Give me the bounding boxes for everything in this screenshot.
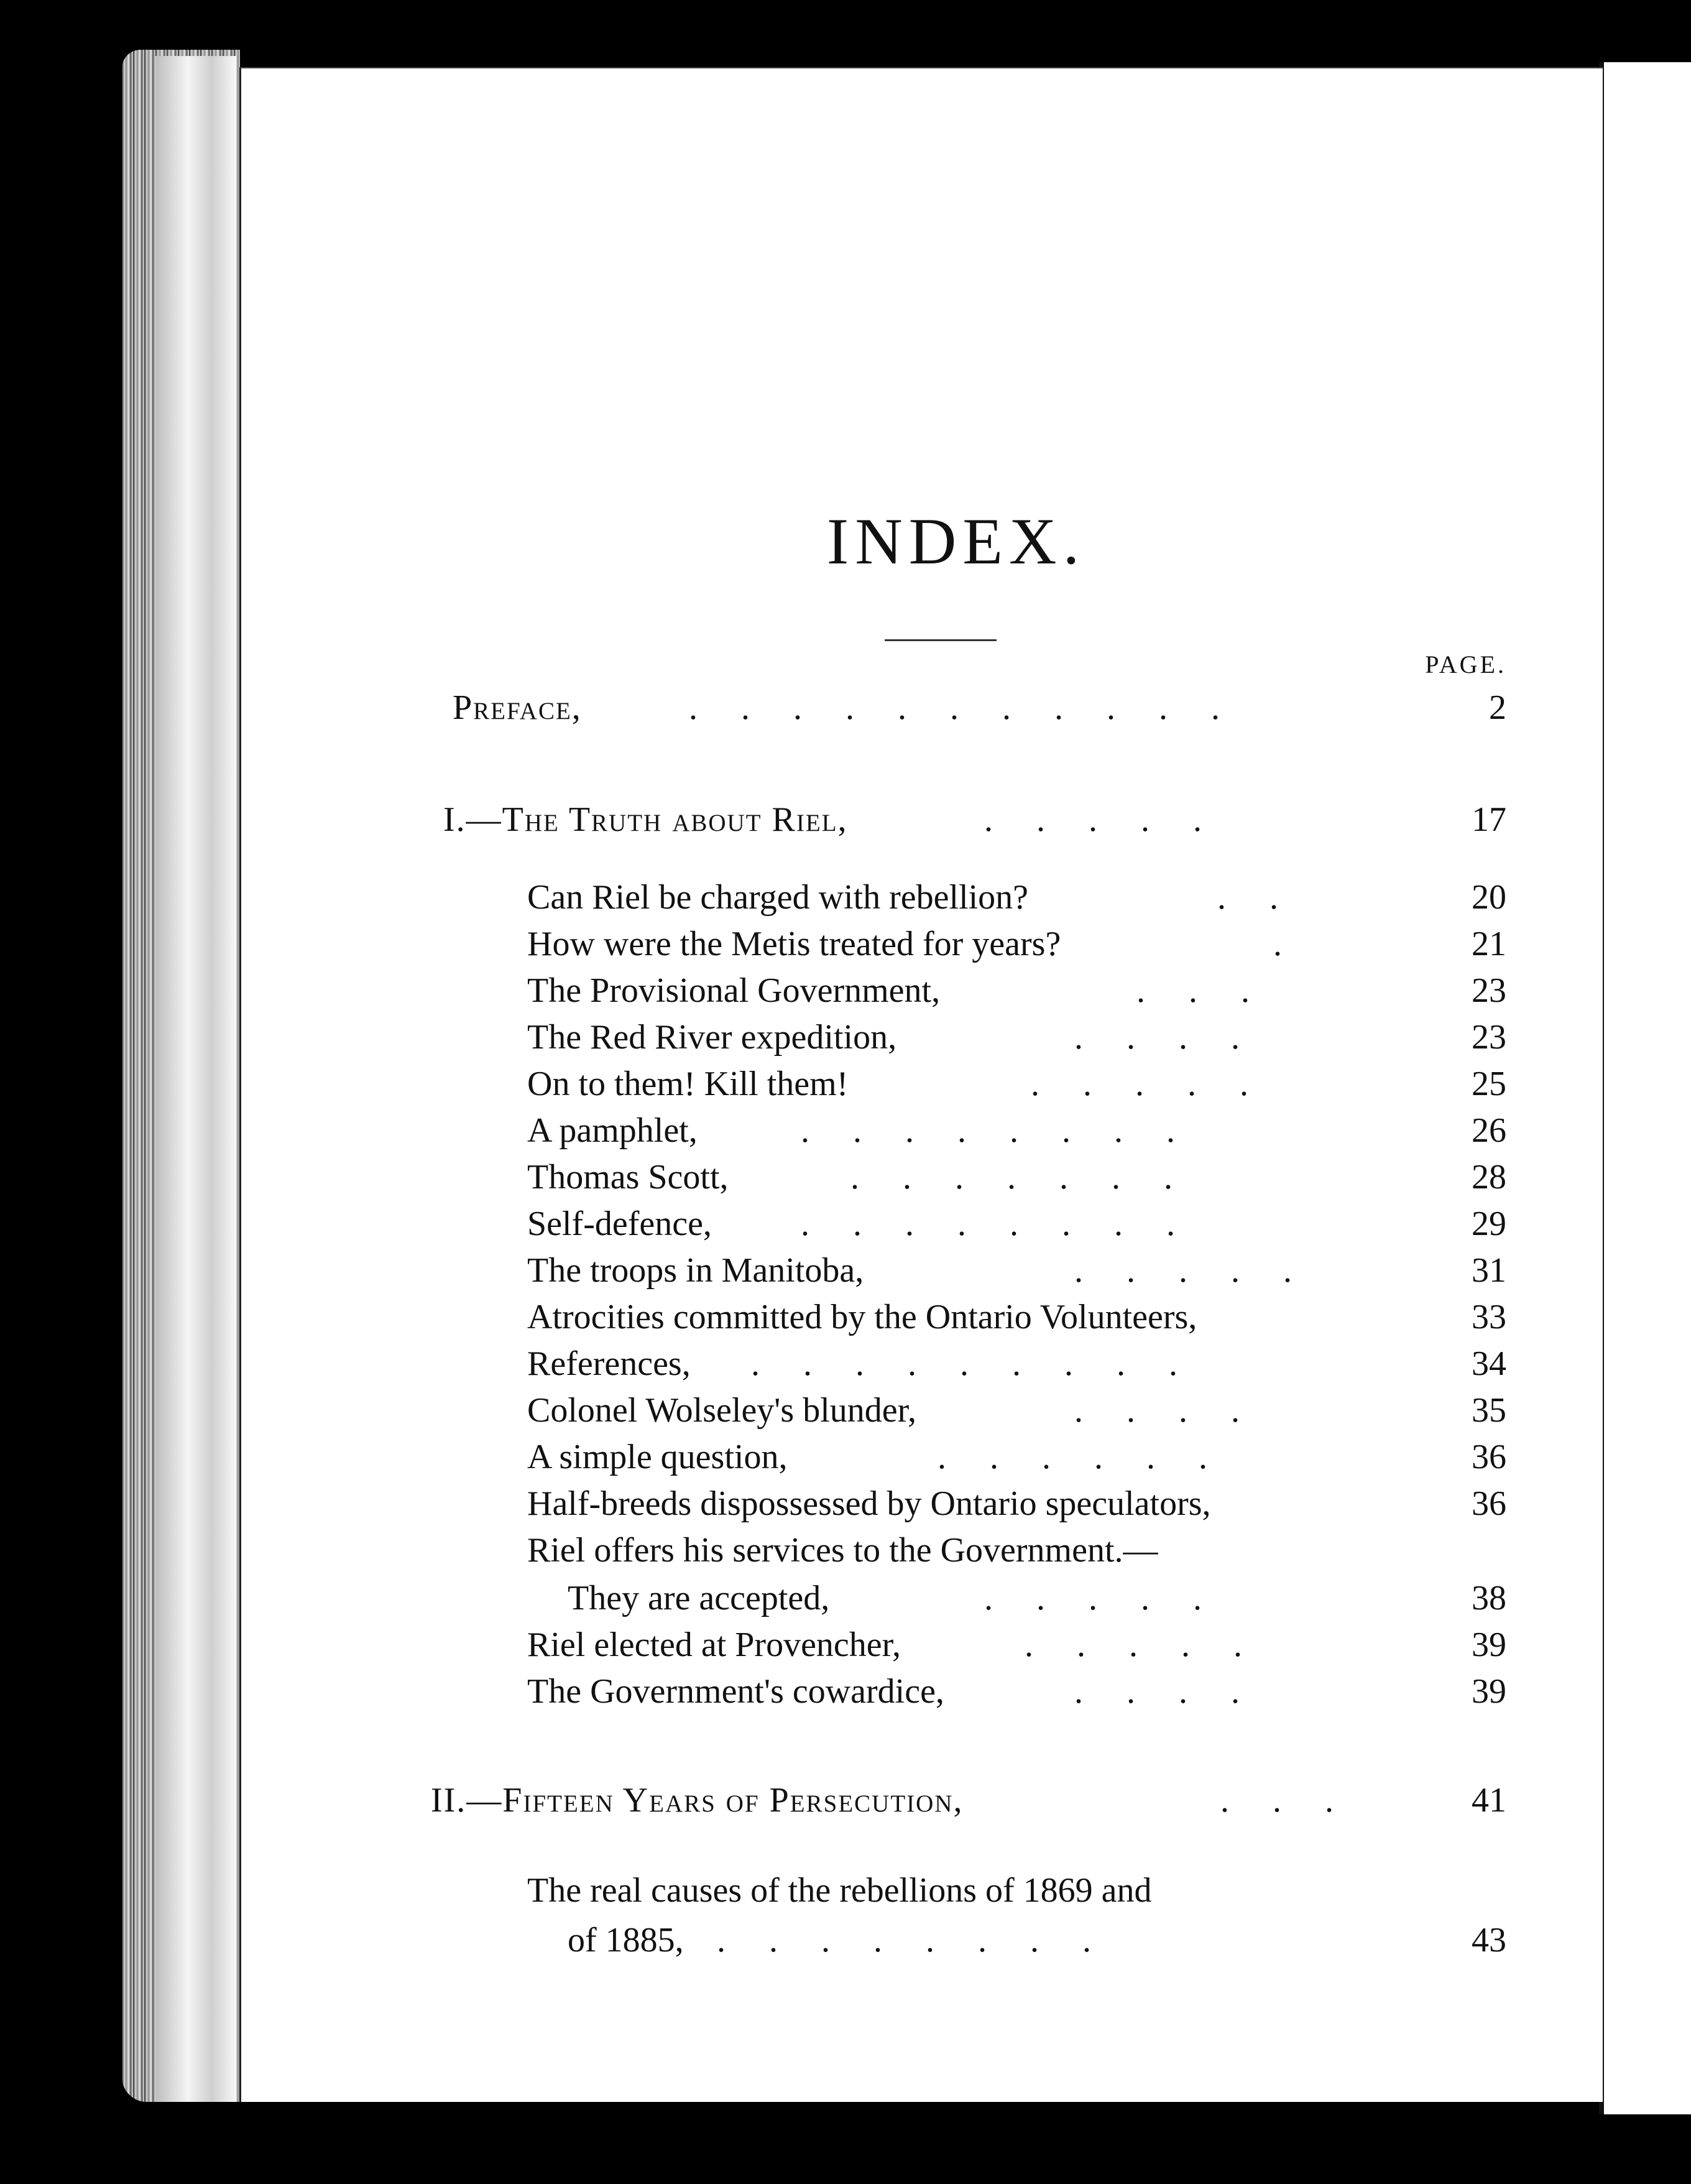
index-entry: Can Riel be charged with rebellion? . . (527, 878, 1278, 917)
entry-page: 21 (1472, 925, 1506, 963)
index-entry: The Red River expedition, . . . . (527, 1018, 1240, 1057)
preface-label: Preface, (453, 688, 582, 727)
page-edges-inner (155, 56, 236, 2102)
index-entry: A pamphlet, . . . . . . . . (527, 1111, 1175, 1150)
section-2-page: 41 (1472, 1781, 1506, 1820)
index-entry: Self-defence, . . . . . . . . (527, 1205, 1175, 1243)
facing-page (1599, 62, 1691, 2114)
entry-page: 39 (1472, 1672, 1506, 1711)
entry-page: 38 (1472, 1579, 1506, 1617)
preface-entry (453, 688, 1220, 727)
entry-page: 39 (1472, 1626, 1506, 1664)
entry-page: 29 (1472, 1205, 1506, 1243)
index-entry: They are accepted, . . . . . (568, 1579, 1202, 1617)
preface-page: 2 (1489, 688, 1506, 727)
section-1-heading (443, 800, 1202, 839)
page-column-heading: PAGE. (1425, 650, 1506, 678)
entry-page: 35 (1472, 1391, 1506, 1430)
index-entry: Atrocities committed by the Ontario Volunteers, (527, 1298, 1197, 1336)
entry-page: 23 (1472, 1018, 1506, 1057)
index-entry: Half-breeds dispossessed by Ontario speculators, (527, 1484, 1211, 1523)
section-2-label: II.—Fifteen Years of Persecution, (431, 1781, 964, 1820)
index-entry: The Provisional Government, . . . (527, 971, 1250, 1010)
entry-page: 31 (1472, 1251, 1506, 1290)
index-entry: Colonel Wolseley's blunder, . . . . (527, 1391, 1240, 1430)
index-entry: Thomas Scott, . . . . . . . (527, 1158, 1173, 1196)
entry-page: 23 (1472, 971, 1506, 1010)
dot-leader: . . . . . . . . . . . (689, 688, 1220, 727)
entry-page: 28 (1472, 1158, 1506, 1196)
page-title: INDEX. (826, 505, 1086, 578)
index-entry: of 1885, . . . . . . . . (568, 1921, 1091, 1960)
entry-page: 25 (1472, 1065, 1506, 1103)
index-entry: The Government's cowardice, . . . . (527, 1672, 1240, 1711)
entry-page: 20 (1472, 878, 1506, 917)
entry-page: 33 (1472, 1298, 1506, 1336)
index-entry: A simple question, . . . . . . (527, 1438, 1207, 1476)
index-entry: The real causes of the rebellions of 1869 and (527, 1871, 1152, 1910)
title-rule (885, 639, 997, 641)
entry-page: 36 (1472, 1484, 1506, 1523)
section-1-label: I.—The Truth about Riel, (443, 800, 848, 839)
index-entry: How were the Metis treated for years? . (527, 925, 1282, 963)
index-entry: Riel offers his services to the Government.— (527, 1531, 1158, 1570)
index-entry: The troops in Manitoba, . . . . . (527, 1251, 1292, 1290)
dot-leader: . . . . . (984, 800, 1202, 839)
index-entry: On to them! Kill them! . . . . . (527, 1065, 1248, 1103)
section-2-heading (431, 1781, 1334, 1820)
index-document (241, 68, 1603, 2102)
index-entry: Riel elected at Provencher, . . . . . (527, 1626, 1242, 1664)
entry-page: 43 (1472, 1921, 1506, 1960)
index-entry: References, . . . . . . . . . (527, 1344, 1177, 1383)
dot-leader: . . . (1220, 1781, 1334, 1820)
index-page (239, 67, 1603, 2102)
entry-page: 36 (1472, 1438, 1506, 1476)
entry-page: 26 (1472, 1111, 1506, 1150)
section-1-page: 17 (1472, 800, 1506, 839)
entry-page: 34 (1472, 1344, 1506, 1383)
